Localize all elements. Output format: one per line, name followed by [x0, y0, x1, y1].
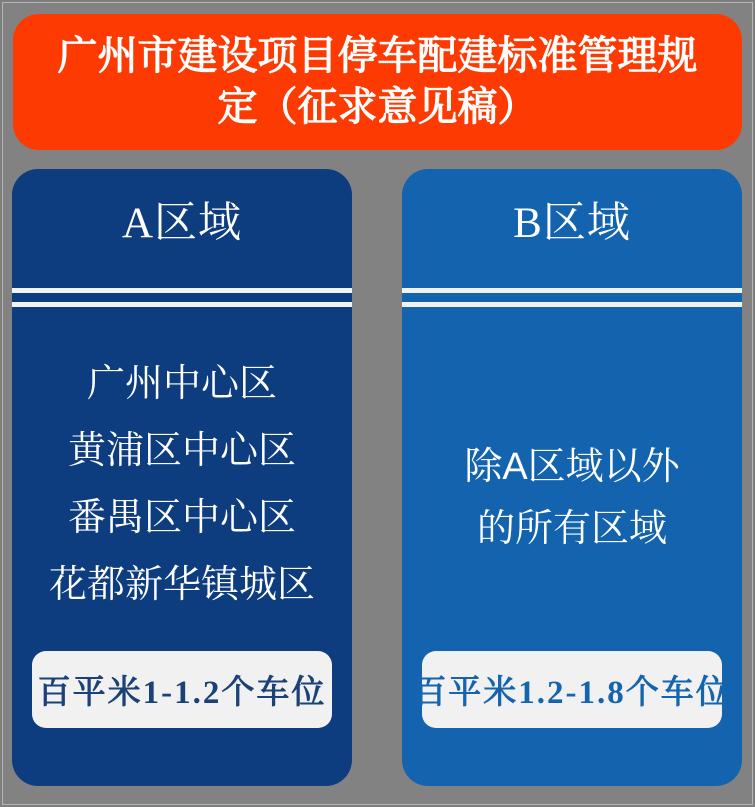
zone-a-standard-box [32, 651, 332, 728]
title-banner [13, 14, 742, 150]
zone-b-area-list [402, 436, 742, 560]
zone-a-area-item: 黄浦区中心区 [67, 430, 296, 472]
zone-a-title: A区域 [121, 199, 243, 247]
zone-b-standard-box [413, 651, 731, 728]
zone-b-area-item: 的所有区域 [476, 508, 667, 550]
zone-a-divider-top [12, 288, 352, 293]
zone-a-card [12, 169, 352, 786]
zone-a-divider-bottom [12, 302, 352, 307]
page-title-line-2: 定（征求意见稿） [217, 85, 538, 129]
zone-b-standard-text: 百平米1.2-1.8个车位 [413, 675, 731, 711]
zone-b-divider-bottom [402, 302, 742, 307]
zone-a-area-item: 广州中心区 [86, 363, 277, 405]
zone-b-card [402, 169, 742, 786]
zone-a-area-item: 花都新华镇城区 [48, 564, 315, 606]
zone-b-title: B区域 [513, 199, 631, 247]
zone-a-area-list [12, 351, 352, 619]
zone-a-standard-text: 百平米1-1.2个车位 [37, 675, 327, 711]
zone-a-area-item: 番禺区中心区 [67, 497, 296, 539]
page-title-line-1: 广州市建设项目停车配建标准管理规 [57, 34, 698, 78]
zone-b-divider-top [402, 288, 742, 293]
zone-b-area-item: 除A区域以外 [464, 446, 680, 488]
